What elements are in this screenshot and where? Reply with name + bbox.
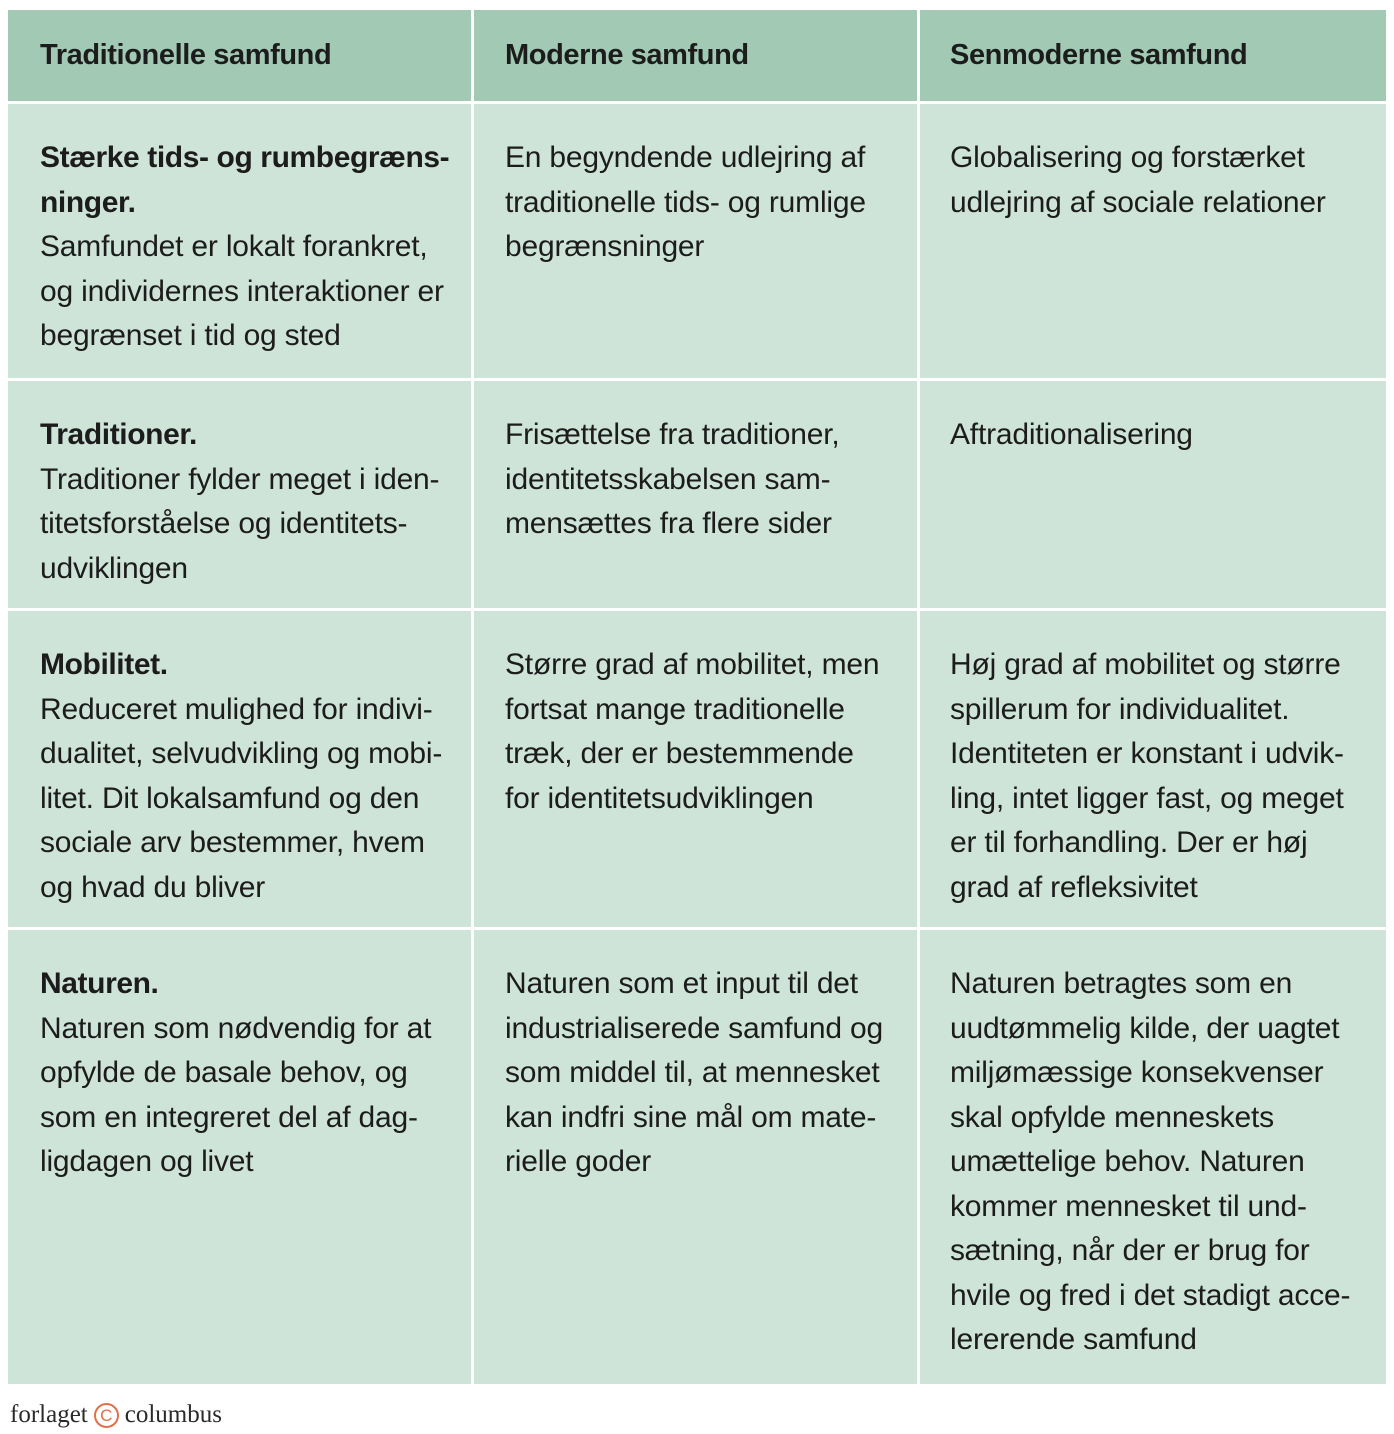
cell-text-line: Traditioner fylder meget i iden- <box>40 462 440 496</box>
header-label: Moderne samfund <box>505 39 749 72</box>
cell-text-line: grad af refleksivitet <box>950 870 1198 904</box>
cell-text-line: som middel til, at mennesket <box>505 1056 880 1089</box>
cell-text-line: Naturen som et input til det <box>505 967 858 1000</box>
cell-text-line: sætning, når der er brug for <box>950 1234 1310 1267</box>
cell-text-line: miljømæssige konsekvenser <box>950 1056 1324 1089</box>
cell-text-line: hvile og fred i det stadigt acce- <box>950 1278 1351 1312</box>
cell-text-line: ling, intet ligger fast, og meget <box>950 781 1344 815</box>
cell-text-line: Frisættelse fra traditioner, <box>505 418 840 451</box>
cell-title: Stærke tids- og rumbegræns- <box>40 141 450 174</box>
cell-title: ninger. <box>40 185 136 219</box>
cell-title: Mobilitet. <box>40 648 168 681</box>
cell-text-line: begrænsninger <box>505 230 705 263</box>
cell-text-line: mensættes fra flere sider <box>505 507 832 540</box>
cell-text-line: uudtømmelig kilde, der uagtet <box>950 1011 1340 1045</box>
cell-text-line: identitetsskabelsen sam- <box>505 462 831 496</box>
table-cell-late-modern <box>920 381 1386 611</box>
cell-text-line: Samfundet er lokalt forankret, <box>40 230 428 263</box>
cell-text-line: Større grad af mobilitet, men <box>505 648 880 681</box>
cell-text-line: opfylde de basale behov, og <box>40 1056 408 1089</box>
table-cell-modern <box>474 930 920 1384</box>
cell-text-line: En begyndende udlejring af <box>505 141 866 174</box>
table-cell-late-modern <box>920 611 1386 930</box>
table-cell-modern <box>474 104 920 381</box>
table-cell-modern <box>474 611 920 930</box>
cell-text-line: lererende samfund <box>950 1323 1197 1356</box>
cell-text-line: Aftraditionalisering <box>950 418 1193 451</box>
publisher-footer <box>10 1398 222 1432</box>
cell-text-line: og hvad du bliver <box>40 870 266 904</box>
cell-text-line: Høj grad af mobilitet og større <box>950 648 1341 681</box>
cell-text-line: umættelige behov. Naturen <box>950 1145 1305 1178</box>
cell-text-line: traditionelle tids- og rumlige <box>505 185 866 219</box>
comparison-table <box>8 10 1386 1384</box>
table-cell-traditional <box>8 611 474 930</box>
header-modern <box>474 10 920 104</box>
cell-text-line: Globalisering og forstærket <box>950 141 1305 174</box>
cell-text-line: Naturen betragtes som en <box>950 967 1293 1000</box>
cell-text-line: Reduceret mulighed for indivi- <box>40 692 433 726</box>
table-cell-late-modern <box>920 104 1386 381</box>
cell-text-line: udlejring af sociale relationer <box>950 185 1326 219</box>
table-cell-modern <box>474 381 920 611</box>
table-cell-traditional <box>8 381 474 611</box>
table-cell-traditional <box>8 104 474 381</box>
cell-text-line: ligdagen og livet <box>40 1145 254 1178</box>
header-traditional <box>8 10 474 104</box>
header-late-modern <box>920 10 1386 104</box>
cell-text-line: industrialiserede samfund og <box>505 1011 883 1045</box>
cell-text-line: sociale arv bestemmer, hvem <box>40 826 425 859</box>
cell-text-line: kommer mennesket til und- <box>950 1189 1307 1223</box>
table-cell-traditional <box>8 930 474 1384</box>
cell-text-line: Identiteten er konstant i udvik- <box>950 737 1344 770</box>
header-label: Traditionelle samfund <box>40 39 332 72</box>
cell-text-line: titetsforståelse og identitets- <box>40 507 408 540</box>
cell-text-line: for identitetsudviklingen <box>505 781 814 815</box>
cell-text-line: begrænset i tid og sted <box>40 319 341 352</box>
cell-text-line: skal opfylde menneskets <box>950 1100 1274 1134</box>
publisher-name-left: forlaget <box>10 1401 88 1428</box>
cell-text-line: og individernes interaktioner er <box>40 274 444 308</box>
cell-text-line: udviklingen <box>40 551 188 585</box>
cell-text-line: rielle goder <box>505 1145 652 1178</box>
cell-text-line: er til forhandling. Der er høj <box>950 826 1308 859</box>
header-label: Senmoderne samfund <box>950 39 1248 72</box>
cell-text-line: spillerum for individualitet. <box>950 692 1290 726</box>
cell-title: Naturen. <box>40 967 159 1000</box>
table-cell-late-modern <box>920 930 1386 1384</box>
publisher-name-right: columbus <box>124 1401 222 1428</box>
cell-title: Traditioner. <box>40 418 197 451</box>
cell-text-line: litet. Dit lokalsamfund og den <box>40 781 420 815</box>
copyright-icon: C <box>94 1403 119 1428</box>
cell-text-line: dualitet, selvudvikling og mobi- <box>40 737 443 770</box>
cell-text-line: Naturen som nødvendig for at <box>40 1011 432 1045</box>
cell-text-line: kan indfri sine mål om mate- <box>505 1100 877 1134</box>
cell-text-line: træk, der er bestemmende <box>505 737 854 770</box>
cell-text-line: som en integreret del af dag- <box>40 1100 418 1134</box>
cell-text-line: fortsat mange traditionelle <box>505 692 845 726</box>
